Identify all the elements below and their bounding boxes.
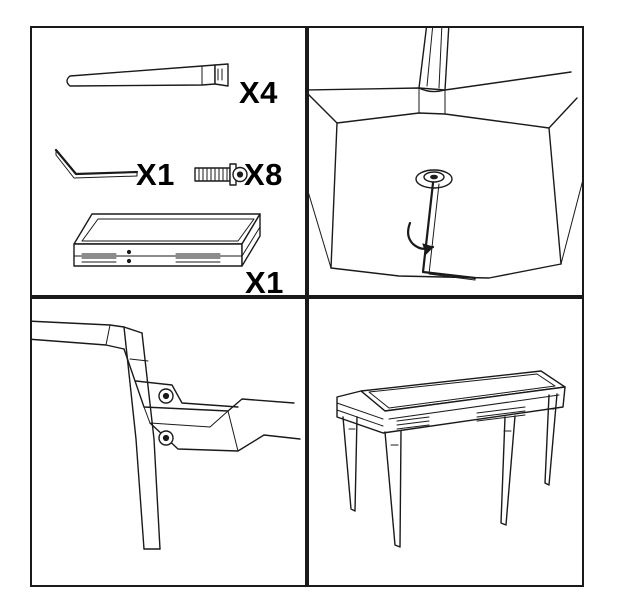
leg-attached — [124, 327, 160, 549]
qty-label-bolt: X8 — [244, 157, 283, 192]
bolt-holes — [159, 389, 173, 445]
allen-wrench-in-bolt — [423, 183, 475, 280]
qty-label-top: X1 — [245, 265, 284, 297]
tapered-leg-icon — [67, 64, 228, 86]
finished-desk-illustration — [309, 299, 582, 585]
step-tighten-illustration — [309, 28, 582, 295]
qty-label-legs: X4 — [239, 75, 278, 110]
panel-finished-desk — [307, 297, 584, 587]
panel-step-attach-leg — [30, 297, 307, 587]
bolt-icon — [195, 164, 247, 185]
rotation-arrow-icon — [408, 223, 433, 254]
qty-label-wrench: X1 — [136, 157, 175, 192]
step-attach-leg-illustration — [32, 299, 305, 585]
underside-bracket — [124, 349, 300, 451]
panel-step-tighten — [307, 26, 584, 297]
panel-parts-list — [30, 26, 307, 297]
allen-wrench-icon — [56, 150, 137, 178]
desk-top-icon — [74, 214, 260, 266]
bolt-head-detail — [416, 170, 452, 188]
leg-under-top — [419, 28, 449, 92]
